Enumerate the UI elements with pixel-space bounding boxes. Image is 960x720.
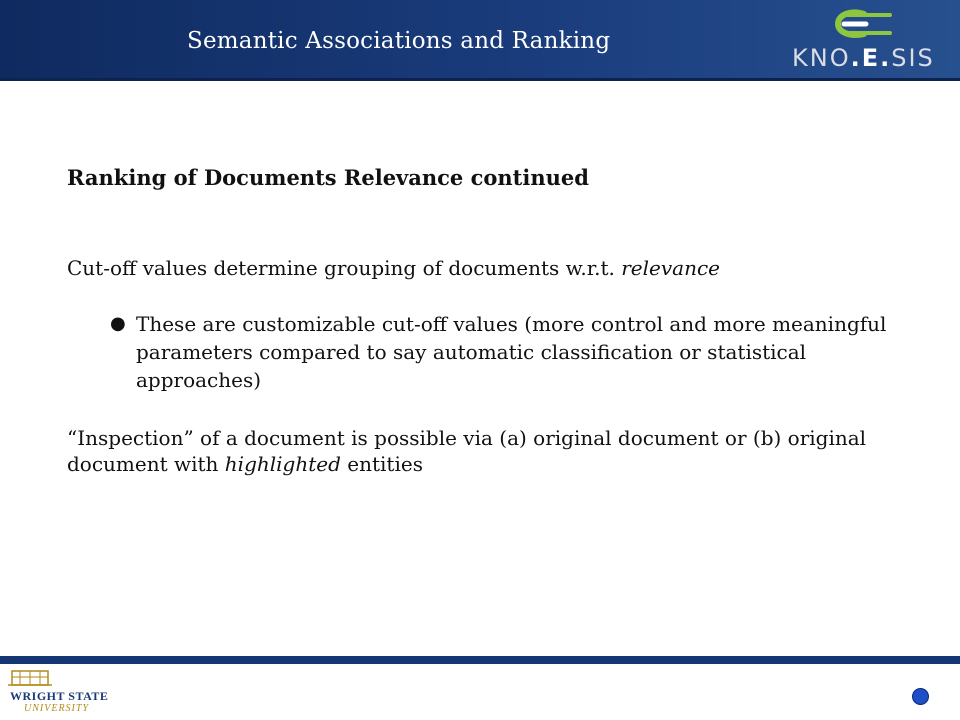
paragraph-inspection-text: “Inspection” of a document is possible via (a) original document or (b) original document with: [67, 426, 867, 476]
logo-text-mid: .E.: [850, 44, 892, 72]
paragraph-cutoff-text: Cut-off values determine grouping of documents w.r.t.: [67, 256, 622, 280]
university-name: WRIGHT STATE: [10, 689, 109, 703]
paragraph-cutoff: [67, 254, 907, 282]
slide-header-title: Semantic Associations and Ranking: [187, 28, 611, 54]
bullet-text: These are customizable cut-off values (more control and more meaningful parameters compared to say automatic classification or statistical approaches): [136, 312, 887, 392]
footer-bar: [0, 656, 960, 664]
bullet-icon: ●: [110, 313, 126, 334]
paragraph-cutoff-italic: relevance: [621, 256, 720, 280]
paragraph-inspection-tail: entities: [340, 452, 423, 476]
logo-text-suffix: SIS: [891, 44, 935, 72]
paragraph-inspection-italic: highlighted: [224, 452, 341, 476]
logo-text-prefix: KNO: [792, 44, 851, 72]
paragraph-inspection: [67, 425, 907, 477]
slide-nav-button[interactable]: [912, 688, 929, 705]
slide-subtitle: Ranking of Documents Relevance continued: [67, 165, 589, 190]
university-sub: UNIVERSITY: [24, 703, 89, 714]
